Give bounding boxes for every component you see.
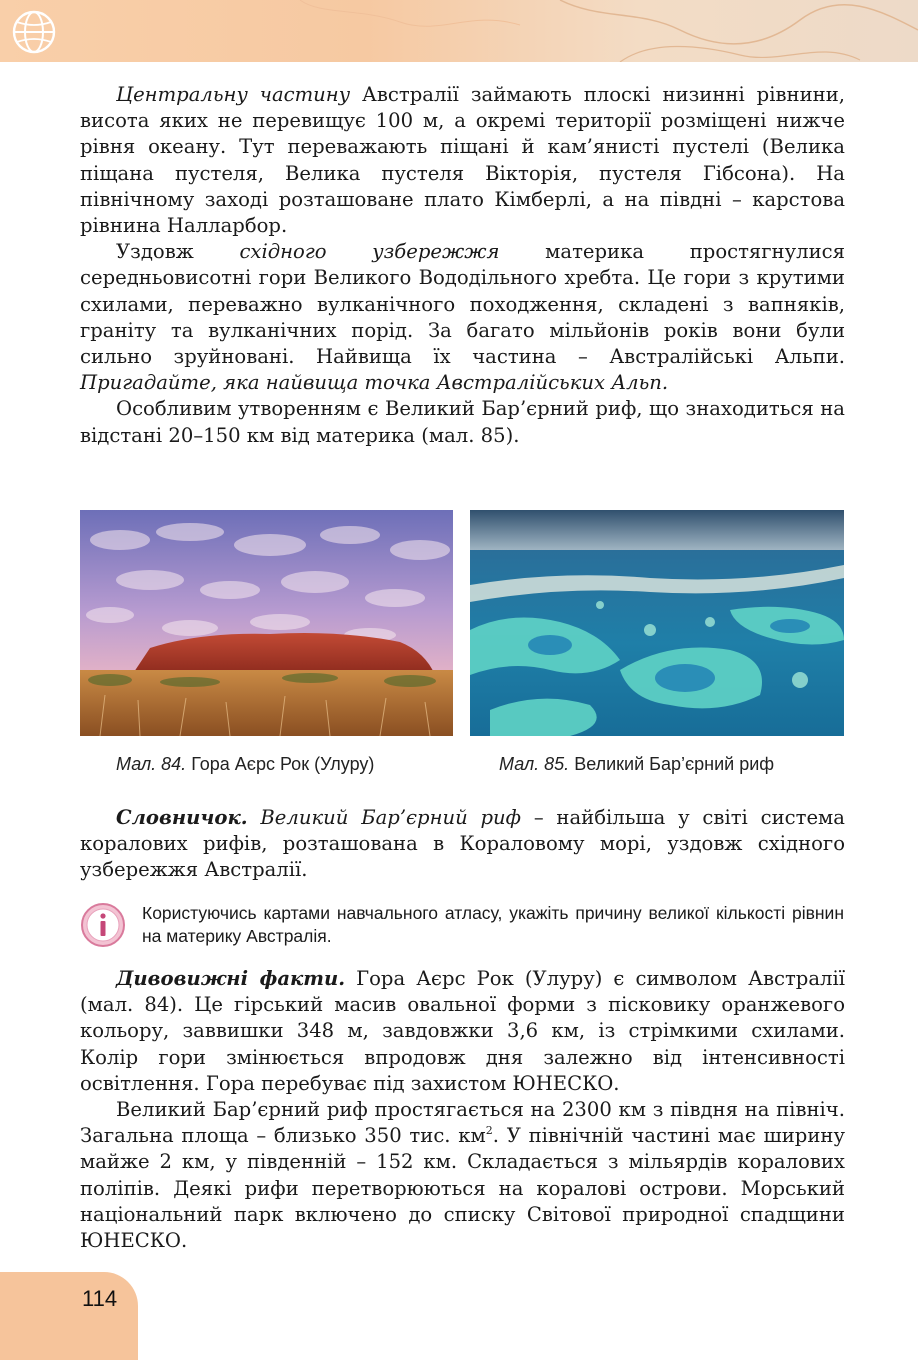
facts-paragraph: Дивовижні факти. Гора Аєрс Рок (Улуру) є символом Австралії (мал. 84). Це гірський масив овальної форми з пісковику оранжевого кольору, заввишки 348 м, завдовжки 3,6 км, із стрімкими схилами. Колір гори змінюється впродовж дня залежно від інтенсивності освітлення. Гора перебуває під захистом ЮНЕСКО.	[80, 967, 845, 1095]
main-text-top	[80, 82, 845, 449]
page-number: 114	[82, 1286, 118, 1311]
paragraph-central-part: Центральну частину Австралії займають плоскі низинні рівнини, висота яких не перевищує 100 м, а окремі території розміщені нижче рівня океану. Тут переважають піщані й кам’янисті пустелі (Велика піщана пустеля, Велика пустеля Вікторія, пустеля Гібсона). На північному заході розташоване плато Кімберлі, а на півдні – карстова рівнина Наллaрбор.	[80, 83, 845, 238]
globe-icon	[10, 8, 58, 56]
paragraph-east-coast: Уздовж східного узбережжя материка простягнулися середньовисотні гори Великого Вододільного хребта. Це гори з крутими схилами, переважно вулканічного походження, складені з вапняків, граніту та вулканічних порід. За багато мільйонів років вони були сильно зруйновані. Найвища їх частина – Австралійські Альпи. Пригадайте, яка найвища точка Австралійських Альп.	[80, 240, 845, 395]
figure-85-caption: Мал. 85. Великий Бар’єрний риф	[499, 754, 775, 774]
facts-block	[80, 966, 845, 1254]
figure-84-caption: Мал. 84. Гора Аєрс Рок (Улуру)	[116, 754, 375, 774]
page-number-tab	[0, 1272, 138, 1360]
info-task-text: Користуючись картами навчального атласу, укажіть причину великої кількості рівнин на материку Австралія.	[142, 903, 844, 946]
page-header	[0, 0, 918, 62]
photo-uluru	[80, 510, 453, 736]
info-icon	[80, 902, 126, 948]
reef-paragraph: Великий Бар’єрний риф простягається на 2300 км з півдня на північ. Загальна площа – близько 350 тис. $км^2$. У північній частині має ширину майже 2 км, у південній – 152 км. Складається з мільярдів коралових поліпів. Деякі рифи перетворюються на коралові острови. Морський національний парк включено до списку Світової природної спадщини ЮНЕСКО.	[80, 1098, 845, 1253]
map-decoration	[0, 0, 918, 62]
glossary-paragraph: Словничок. Великий Бар’єрний риф – найбільша у світі система коралових рифів, розташована в Кораловому морі, уздовж східного узбережжя Австралії.	[80, 806, 845, 882]
paragraph-reef-intro: Особливим утворенням є Великий Бар’єрний риф, що знаходиться на відстані 20–150 км від материка (мал. 85).	[80, 397, 845, 447]
glossary-block	[80, 805, 845, 884]
photo-great-barrier-reef	[470, 510, 844, 736]
